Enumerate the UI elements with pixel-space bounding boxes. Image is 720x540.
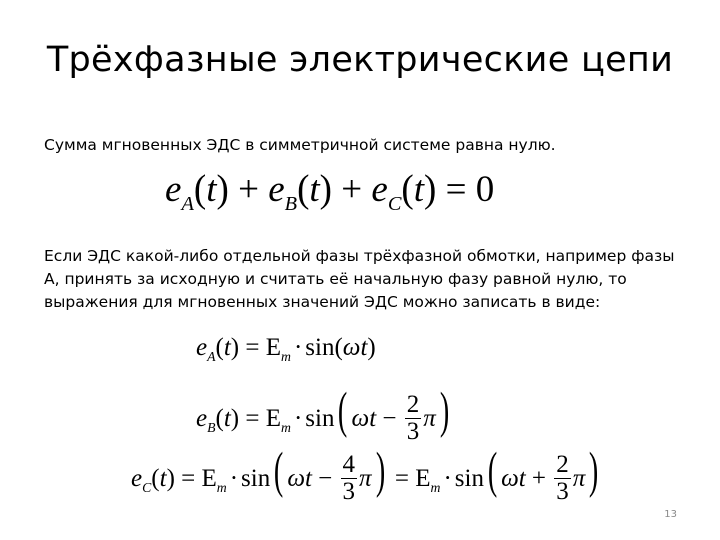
equation-sum-zero: $e_A(t) + e_B(t) + e_C(t) = 0$ xyxy=(165,167,495,216)
slide-title: Трёхфазные электрические цепи xyxy=(46,40,674,80)
page-number: 13 xyxy=(664,509,677,520)
paragraph-sum-statement: Сумма мгновенных ЭДС в симметричной системе равна нулю. xyxy=(44,136,556,154)
paragraph-phase-description: Если ЭДС какой-либо отдельной фазы трёхфазной обмотки, например фазы А, принять за исходную и считать её начальную фазу равной нулю, то выражения для мгновенных значений ЭДС можно записать в виде: xyxy=(44,247,675,311)
fraction: $\frac{2}{3}$ xyxy=(406,390,420,445)
equation-emf-phase-b: $e_B(t) = E_m \cdot \sin$( ωt − $\frac{2}{3}$ π) xyxy=(196,382,450,445)
fraction: $\frac{4}{3}$ xyxy=(342,450,356,505)
equation-emf-phase-c: $e_C(t) = E_m \cdot \sin$( ωt − $\frac{4}{3}$ $\pi) = E_m \cdot \sin$( ωt + $\frac{2}{3}$ π) xyxy=(131,442,599,505)
fraction: $\frac{2}{3}$ xyxy=(556,450,569,505)
equation-emf-phase-a: $e_A(t) = E_m \cdot \sin(\omega t)$ xyxy=(196,334,376,365)
